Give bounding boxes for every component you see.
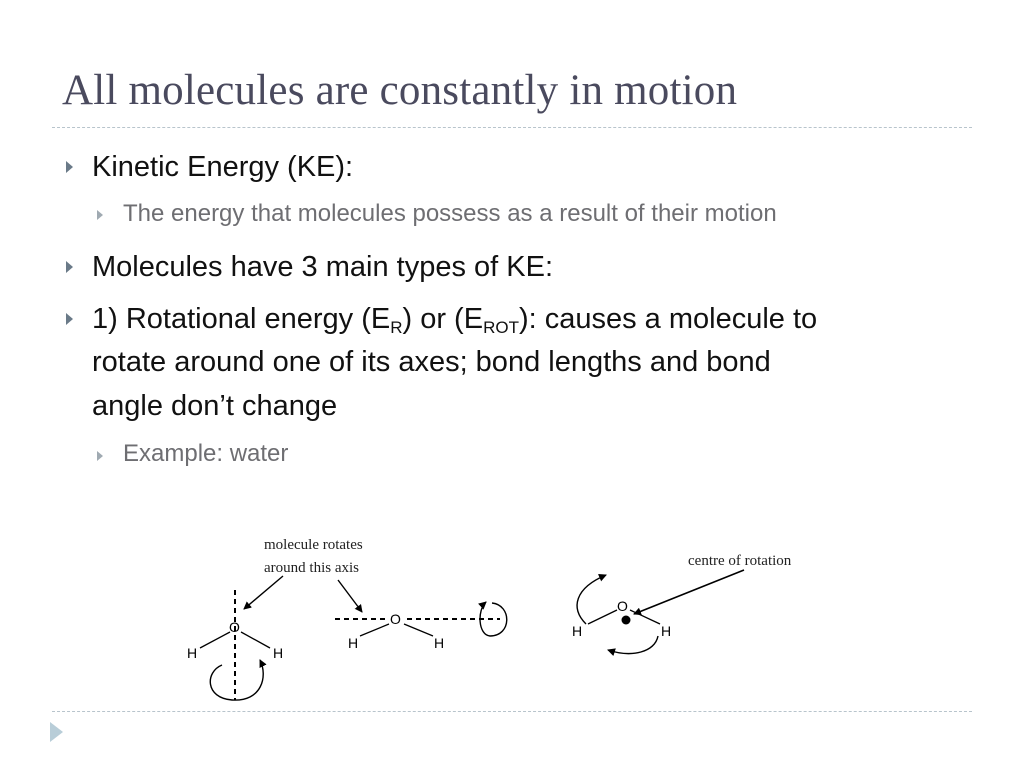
rotation-arrow — [480, 602, 507, 636]
hydrogen-atom: H — [434, 635, 445, 651]
bond — [200, 632, 230, 648]
molecule-vertical-axis — [187, 576, 283, 700]
oxygen-atom: O — [617, 598, 628, 614]
next-slide-arrow-icon[interactable] — [50, 722, 63, 742]
slide-title: All molecules are constantly in motion — [62, 67, 738, 114]
bullet-rotational-line3: angle don’t change — [92, 390, 338, 422]
sub-bullet-example: Example: water — [123, 440, 289, 467]
centre-of-rotation-dot — [622, 616, 631, 625]
bullet-rotational-line2: rotate around one of its axes; bond lengths and bond — [92, 346, 771, 378]
bond — [630, 610, 660, 624]
rotation-arrow — [210, 660, 263, 700]
rotation-arrow — [608, 636, 658, 654]
label-pointer-arrow — [634, 570, 744, 614]
axis-label-line2: around this axis — [264, 560, 359, 576]
centre-label: centre of rotation — [688, 553, 792, 569]
bond — [588, 610, 617, 624]
bond — [241, 632, 270, 648]
footer-divider — [52, 711, 972, 712]
oxygen-atom: O — [229, 619, 240, 635]
hydrogen-atom: H — [273, 645, 284, 661]
rotation-arrow — [577, 575, 606, 624]
subscript-r: R — [390, 318, 403, 337]
subscript-rot: ROT — [483, 318, 519, 337]
rotational-text-part1: 1) Rotational energy (E — [92, 303, 391, 335]
hydrogen-atom: H — [661, 623, 672, 639]
label-pointer-arrow — [338, 580, 362, 612]
molecule-centre-rotation — [572, 570, 744, 654]
oxygen-atom: O — [390, 611, 401, 627]
axis-label-line1: molecule rotates — [264, 537, 363, 553]
bullet-three-types: Molecules have 3 main types of KE: — [92, 251, 554, 283]
molecule-horizontal-axis — [335, 580, 507, 651]
label-pointer-arrow — [244, 576, 283, 609]
bond — [404, 624, 433, 636]
rotational-text-part3: ): causes a molecule to — [518, 303, 818, 335]
bond — [360, 624, 389, 636]
sub-bullet-definition: The energy that molecules possess as a result of their motion — [123, 200, 777, 227]
rotational-text-part2: ) or (E — [402, 303, 484, 335]
hydrogen-atom: H — [187, 645, 198, 661]
hydrogen-atom: H — [572, 623, 583, 639]
bullet-kinetic-energy: Kinetic Energy (KE): — [92, 151, 354, 183]
hydrogen-atom: H — [348, 635, 359, 651]
